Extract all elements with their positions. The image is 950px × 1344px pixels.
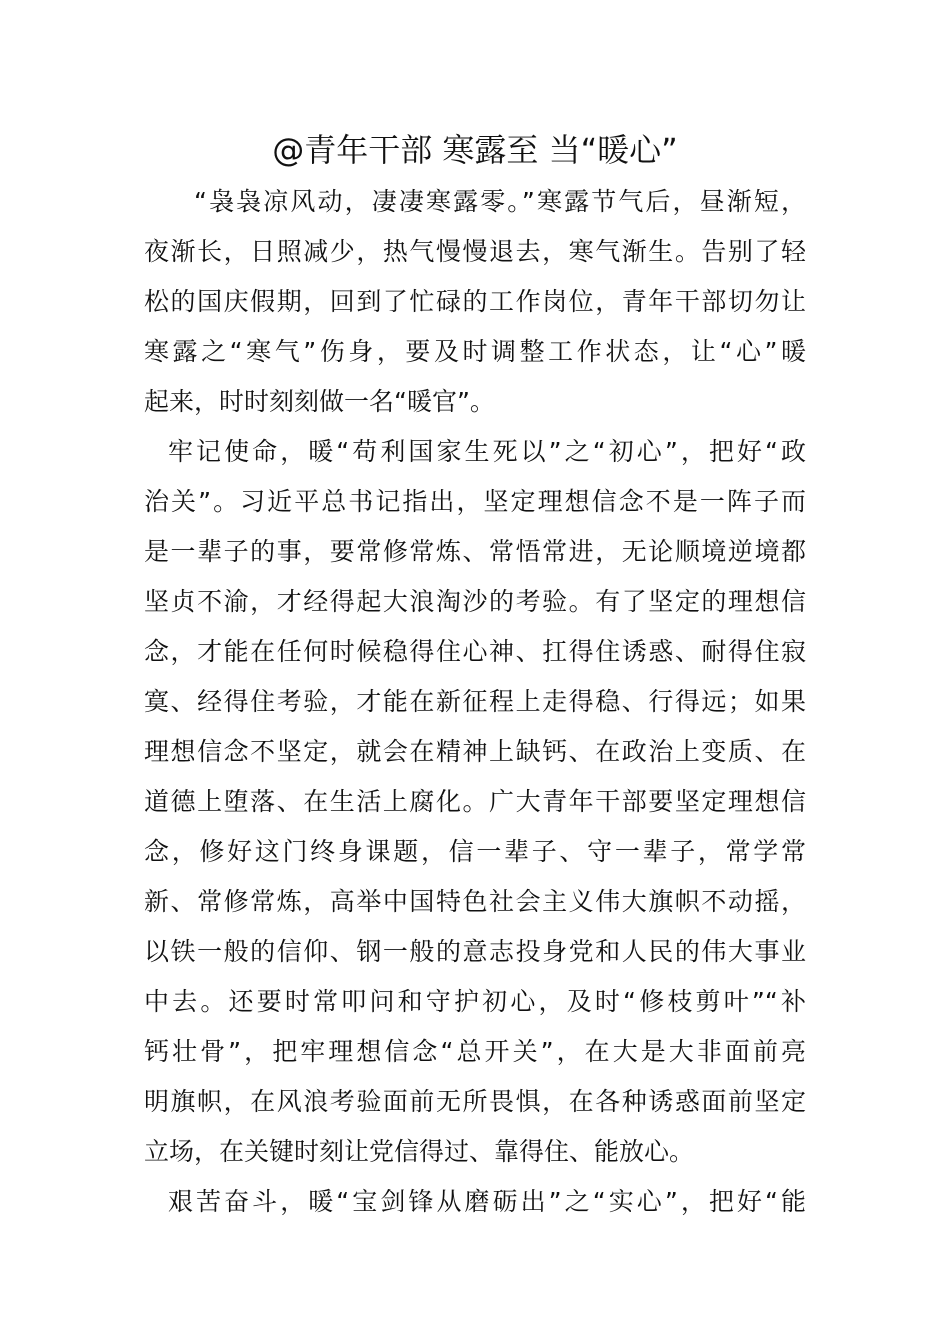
paragraph-line: 新、常修常炼，高举中国特色社会主义伟大旗帜不动摇， [144,887,806,916]
paragraph-line: 坚贞不渝，才经得起大浪淘沙的考验。有了坚定的理想信 [144,587,806,616]
paragraph-line: 念，修好这门终身课题，信一辈子、守一辈子，常学常 [144,837,806,866]
paragraph-line: 道德上堕落、在生活上腐化。广大青年干部要坚定理想信 [144,787,806,816]
paragraph-line: 松的国庆假期，回到了忙碌的工作岗位，青年干部切勿让 [144,287,806,316]
paragraph-line: 寒露之“寒气”伤身，要及时调整工作状态，让“心”暖 [144,337,806,366]
paragraph-line: 明旗帜，在风浪考验面前无所畏惧，在各种诱惑面前坚定 [144,1087,806,1116]
paragraph-line: 治关”。习近平总书记指出，坚定理想信念不是一阵子而 [144,487,806,516]
paragraph-line: 中去。还要时常叩问和守护初心，及时“修枝剪叶”“补 [144,987,806,1016]
paragraph-line: 立场，在关键时刻让党信得过、靠得住、能放心。 [144,1137,695,1166]
paragraph-line: 寞、经得住考验，才能在新征程上走得稳、行得远；如果 [144,687,806,716]
paragraph-line: 念，才能在任何时候稳得住心神、扛得住诱惑、耐得住寂 [144,637,806,666]
document-body [144,177,806,1227]
paragraph-line: 理想信念不坚定，就会在精神上缺钙、在政治上变质、在 [144,737,806,766]
document-title: @青年干部 寒露至 当“暖心” [272,131,678,169]
paragraph-2 [144,427,806,1177]
paragraph-line: 艰苦奋斗，暖“宝剑锋从磨砺出”之“实心”，把好“能 [168,1187,806,1216]
paragraph-3 [144,1177,806,1227]
paragraph-line: 钙壮骨”，把牢理想信念“总开关”，在大是大非面前亮 [144,1037,806,1066]
paragraph-line: 是一辈子的事，要常修常炼、常悟常进，无论顺境逆境都 [144,537,806,566]
paragraph-line: 以铁一般的信仰、钢一般的意志投身党和人民的伟大事业 [144,937,806,966]
paragraph-line: 夜渐长，日照减少，热气慢慢退去，寒气渐生。告别了轻 [144,237,806,266]
paragraph-line: “袅袅凉风动，凄凄寒露零。”寒露节气后，昼渐短， [194,187,806,216]
paragraph-1 [144,177,806,427]
paragraph-line: 起来，时时刻刻做一名“暖官”。 [144,387,495,416]
paragraph-line: 牢记使命，暖“苟利国家生死以”之“初心”，把好“政 [168,437,806,466]
